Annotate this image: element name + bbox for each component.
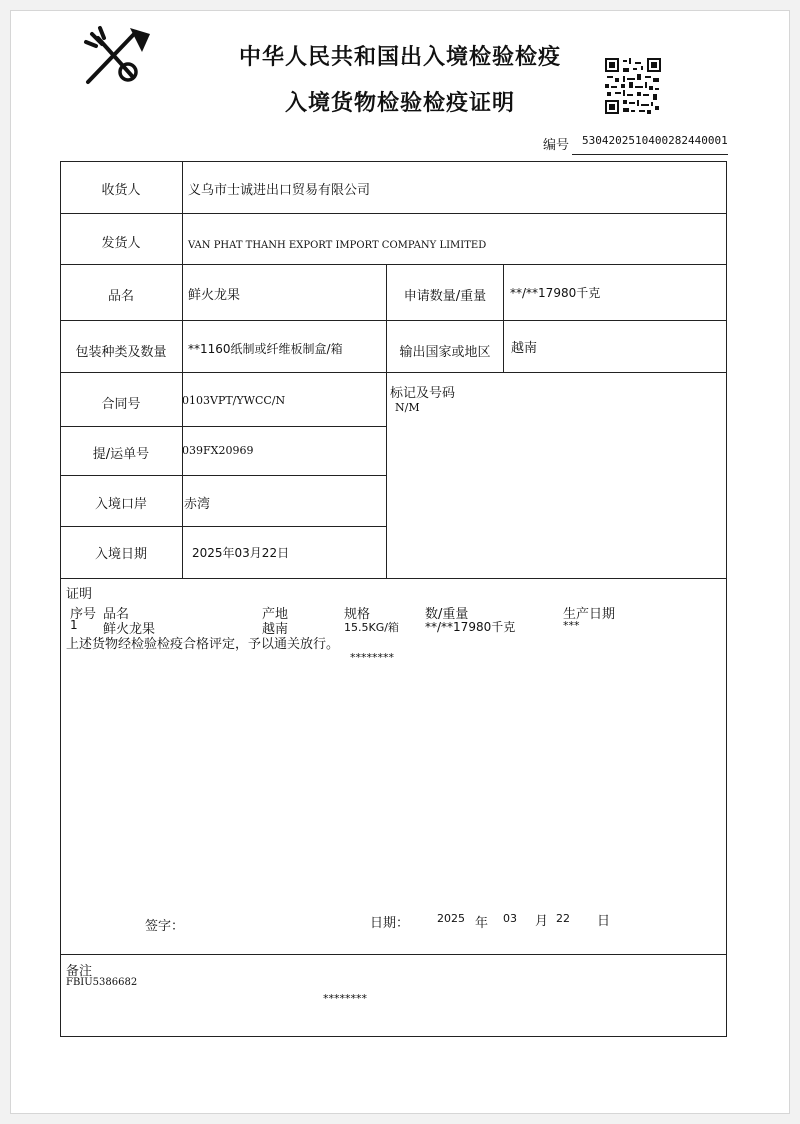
- contract-value: 0103VPT/YWCC/N: [182, 394, 286, 407]
- sign-month-unit: 月: [535, 914, 549, 929]
- packing-value: **1160纸制或纤维板制盒/箱: [188, 342, 343, 356]
- row-quantity: **/**17980千克: [425, 620, 516, 634]
- remarks-stars: ********: [323, 992, 367, 1005]
- row-product: 鲜火龙果: [103, 622, 156, 637]
- col-quantity: 数/重量: [425, 607, 469, 622]
- serial-number: 5304202510400282440001: [582, 134, 728, 147]
- col-origin: 产地: [262, 607, 289, 622]
- quantity-label: 申请数量/重量: [403, 289, 487, 304]
- sign-date-label: 日期：: [370, 916, 410, 931]
- marks-label: 标记及号码: [390, 386, 456, 401]
- origin-value: 越南: [511, 341, 538, 356]
- container-number: FBIU5386682: [66, 977, 138, 988]
- consignee-label: 收货人: [101, 183, 141, 198]
- quantity-value: **/**17980千克: [510, 286, 601, 300]
- serial-label: 编号: [543, 138, 570, 153]
- col-product: 品名: [103, 607, 130, 622]
- org-title: 中华人民共和国出入境检验检疫: [238, 45, 561, 70]
- bl-value: 039FX20969: [182, 444, 254, 457]
- entry-date-value: 2025年03月22日: [192, 546, 290, 560]
- col-spec: 规格: [344, 607, 371, 622]
- product-value: 鲜火龙果: [188, 288, 241, 303]
- packing-label: 包装种类及数量: [75, 345, 167, 360]
- sign-month: 03: [503, 912, 517, 925]
- doc-title: 入境货物检验检疫证明: [284, 91, 515, 116]
- marks-value: N/M: [395, 401, 420, 414]
- sign-day: 22: [556, 912, 570, 925]
- certificate-stars: ********: [350, 651, 394, 664]
- certificate-heading: 证明: [66, 587, 93, 602]
- serial-underline: [572, 154, 728, 155]
- bl-label: 提/运单号: [92, 447, 150, 462]
- certificate-statement: 上述货物经检验检疫合格评定，予以通关放行。: [66, 637, 340, 652]
- remarks-heading: 备注: [66, 964, 93, 979]
- consignor-value: VAN PHAT THANH EXPORT IMPORT COMPANY LIMITED: [188, 240, 487, 251]
- product-label: 品名: [107, 289, 134, 304]
- consignee-value: 义乌市士诚进出口贸易有限公司: [188, 183, 371, 198]
- sign-year-unit: 年: [475, 916, 489, 931]
- col-seq: 序号: [70, 607, 97, 622]
- row-origin: 越南: [262, 622, 289, 637]
- sign-day-unit: 日: [597, 914, 611, 929]
- qr-code: [605, 58, 661, 114]
- port-label: 入境口岸: [94, 497, 147, 512]
- sign-year: 2025: [437, 912, 465, 925]
- col-production-date: 生产日期: [563, 607, 616, 622]
- row-spec: 15.5KG/箱: [344, 621, 399, 634]
- certificate-page: [10, 10, 790, 1114]
- entry-date-label: 入境日期: [94, 547, 147, 562]
- signature-label: 签字：: [145, 919, 185, 934]
- port-value: 赤湾: [184, 497, 211, 512]
- origin-label: 输出国家或地区: [399, 345, 491, 360]
- consignor-label: 发货人: [101, 236, 141, 251]
- contract-label: 合同号: [101, 397, 141, 412]
- row-production-date: ***: [563, 619, 580, 632]
- row-seq: 1: [70, 618, 78, 632]
